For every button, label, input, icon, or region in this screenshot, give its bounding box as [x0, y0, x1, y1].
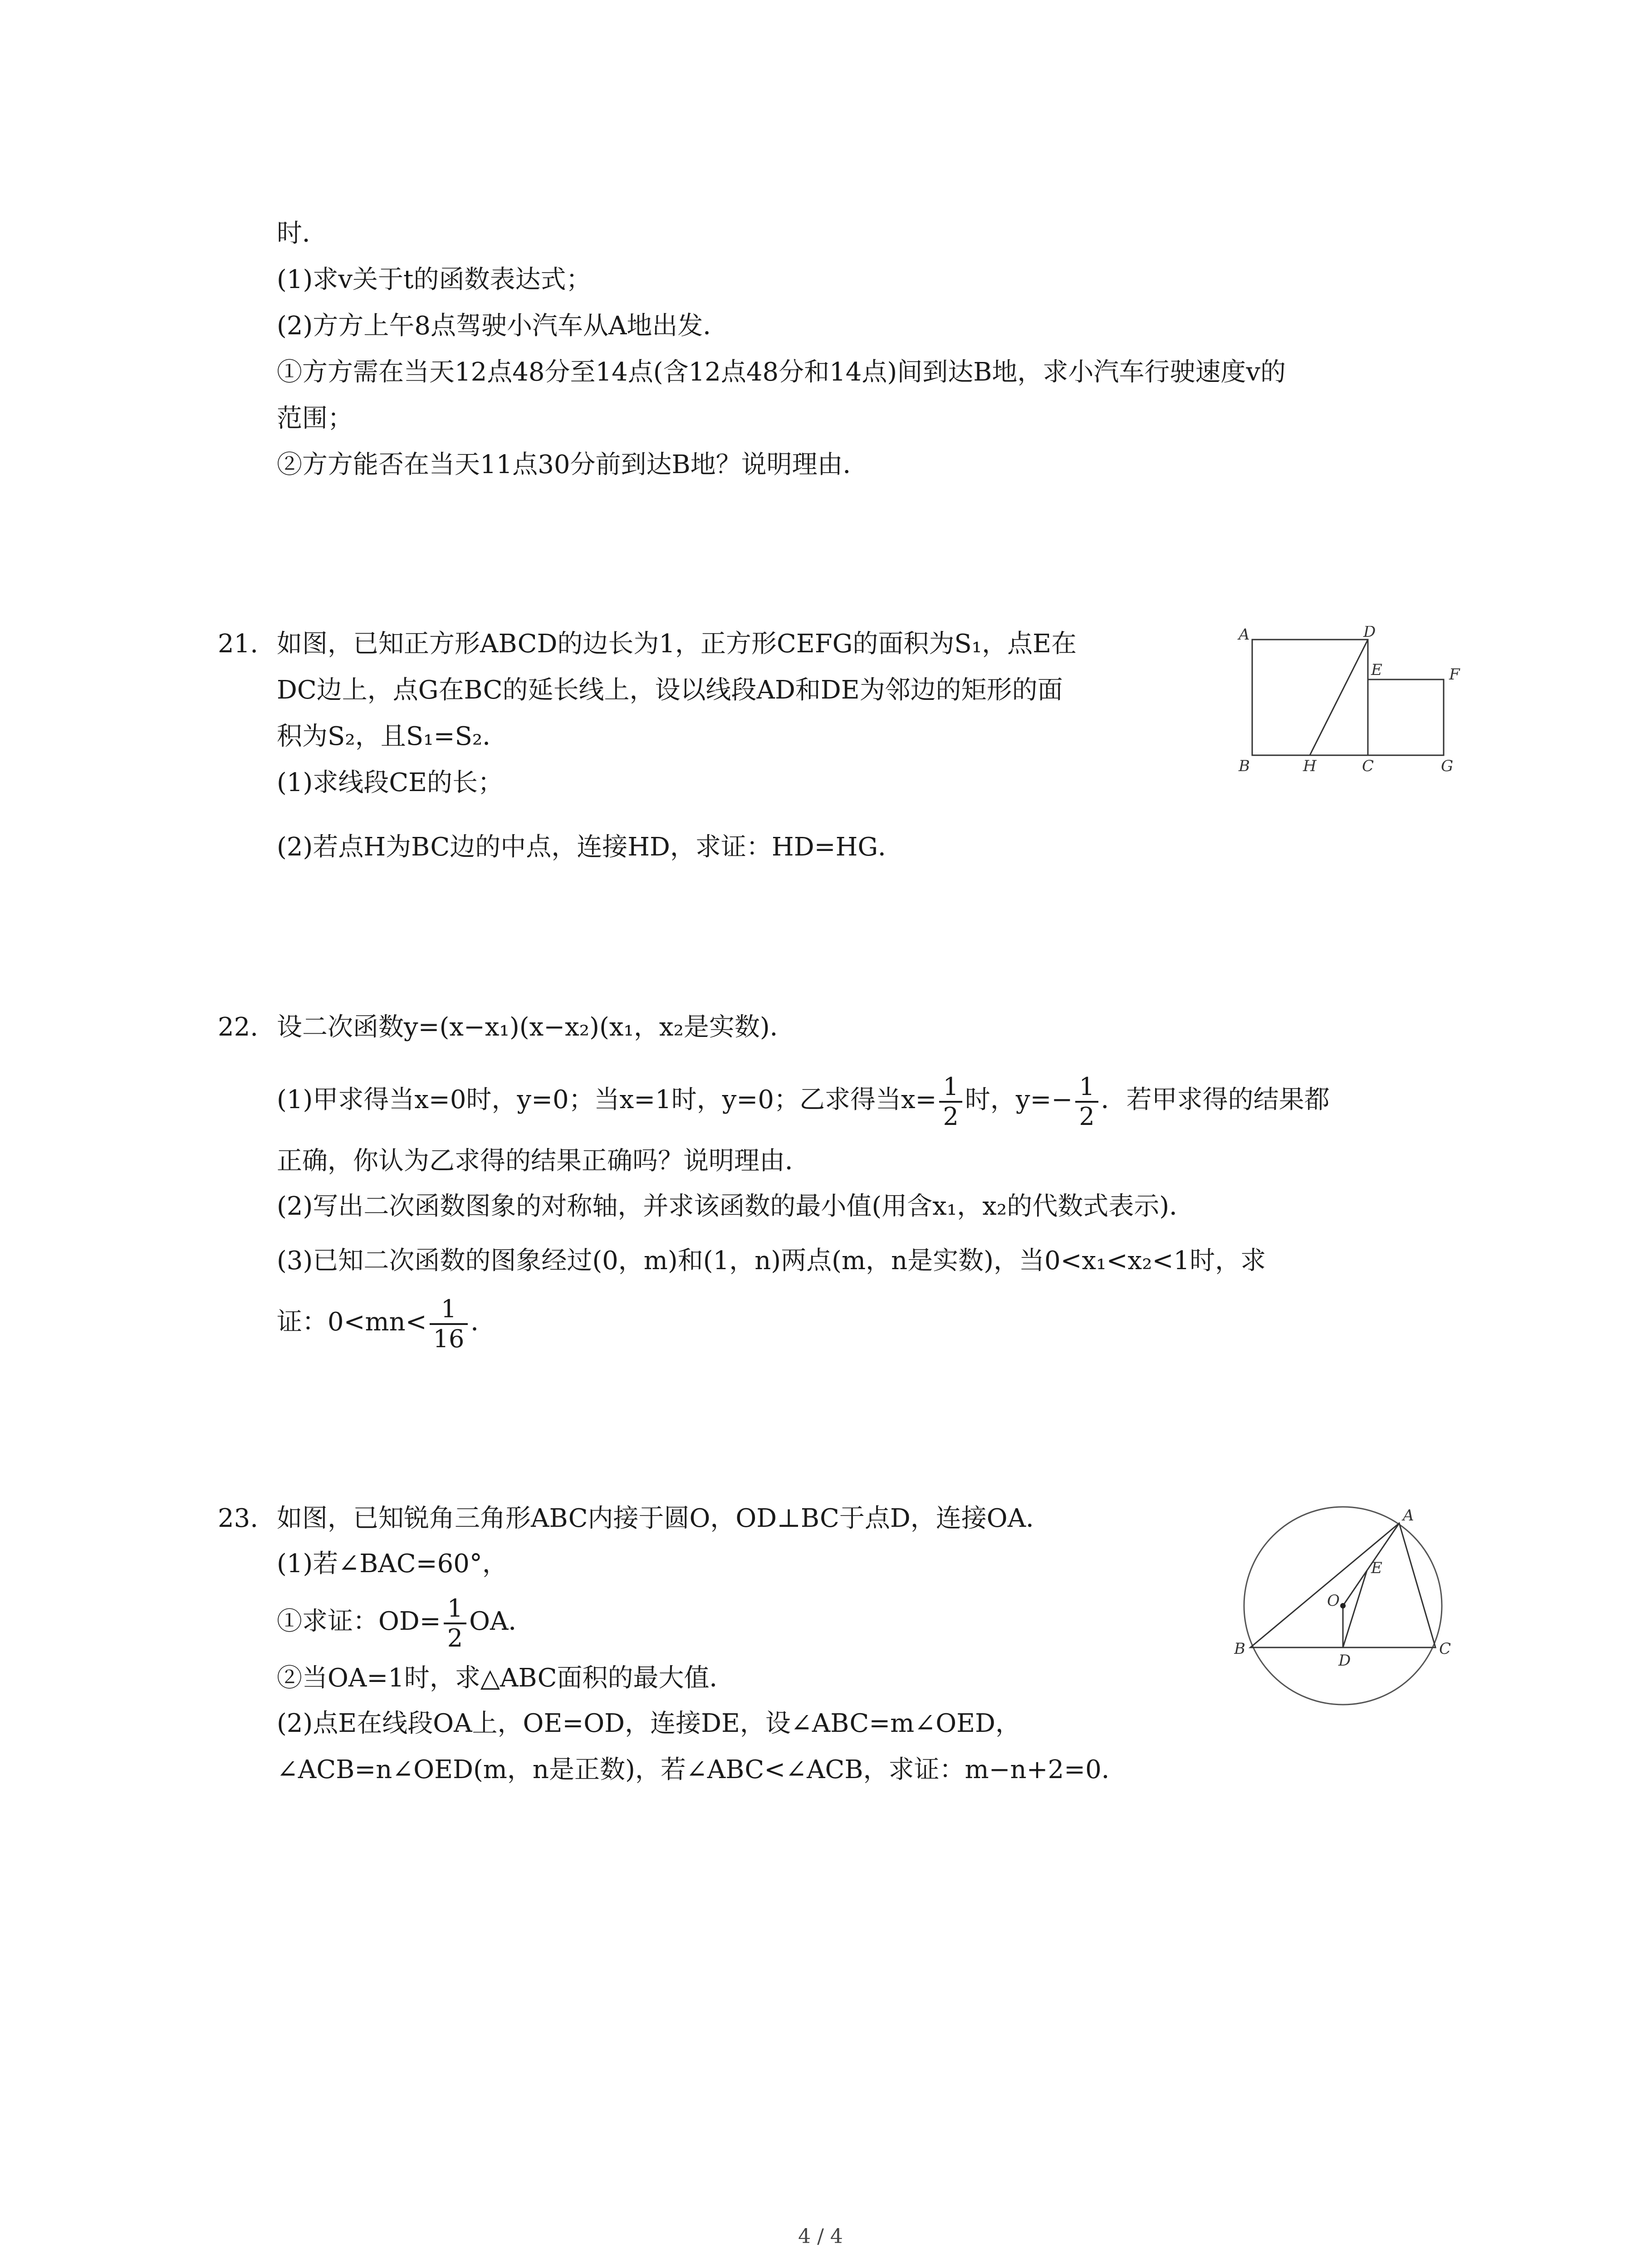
- q23-line-1: 如图，已知锐角三角形ABC内接于圆O，OD⊥BC于点D，连接OA．: [277, 1504, 1052, 1533]
- segment-de: [1343, 1570, 1367, 1647]
- q23-line-3-b: OA．: [469, 1607, 534, 1636]
- label-c: C: [1362, 757, 1374, 775]
- q21-line-4: (1)求线段CE的长；: [277, 768, 504, 797]
- q22-line-2-b: 时，y=−: [965, 1085, 1073, 1114]
- q22-line-4: (2)写出二次函数图象的对称轴，并求该函数的最小值(用含x₁，x₂的代数式表示)．: [277, 1192, 1195, 1221]
- q20-line-1: 时．: [277, 219, 328, 248]
- q22-number: 22.: [218, 1012, 259, 1042]
- label-b: B: [1239, 757, 1250, 775]
- q23-line-3: [277, 1590, 534, 1653]
- label-h: H: [1303, 757, 1317, 775]
- q23-line-3-a: ①求证：OD=: [277, 1607, 441, 1636]
- q20-line-6: ②方方能否在当天11点30分前到达B地？说明理由．: [277, 450, 868, 479]
- fraction-denominator: 2: [943, 1102, 959, 1131]
- q21-line-5: (2)若点H为BC边的中点，连接HD，求证：HD=HG．: [277, 832, 904, 862]
- q22-line-2: [277, 1068, 1330, 1132]
- fraction-one-sixteenth: [430, 1295, 468, 1353]
- q20-line-3: (2)方方上午8点驾驶小汽车从A地出发．: [277, 311, 729, 341]
- label-d: D: [1363, 626, 1376, 641]
- fraction-one-half: [1075, 1073, 1098, 1131]
- label-o: O: [1327, 1592, 1340, 1610]
- label-c: C: [1439, 1640, 1451, 1658]
- fraction-denominator: 2: [1079, 1102, 1095, 1131]
- point-o: [1340, 1603, 1346, 1608]
- q22-line-2-c: ．若甲求得的结果都: [1101, 1085, 1330, 1114]
- q21-line-3: 积为S₂，且S₁=S₂．: [277, 722, 508, 751]
- square-abcd: [1252, 640, 1368, 755]
- label-e: E: [1371, 661, 1382, 679]
- q22-line-6-a: 证：0<mn<: [277, 1307, 427, 1337]
- q21-line-1: 如图，已知正方形ABCD的边长为1，正方形CEFG的面积为S₁，点E在: [277, 629, 1077, 659]
- fraction-denominator: 2: [447, 1623, 463, 1652]
- fraction-numerator: 1: [430, 1295, 468, 1325]
- segment-hd: [1310, 640, 1368, 755]
- q23-line-5: (2)点E在线段OA上，OE=OD，连接DE，设∠ABC=m∠OED，: [277, 1709, 1021, 1738]
- q20-line-4: ①方方需在当天12点48分至14点(含12点48分和14点)间到达B地，求小汽车行驶速度v的: [277, 357, 1286, 387]
- label-f: F: [1449, 665, 1460, 684]
- q22-line-1: 设二次函数y=(x−x₁)(x−x₂)(x₁，x₂是实数)．: [277, 1012, 795, 1042]
- q23-line-6: ∠ACB=n∠OED(m，n是正数)，若∠ABC<∠ACB，求证：m−n+2=0．: [277, 1755, 1127, 1784]
- label-a: A: [1239, 626, 1250, 644]
- square-cefg: [1368, 679, 1444, 755]
- fraction-denominator: 16: [433, 1324, 465, 1353]
- q20-line-2: (1)求v关于t的函数表达式；: [277, 265, 592, 294]
- fraction-one-half: [939, 1073, 962, 1131]
- q21-line-2: DC边上，点G在BC的延长线上，设以线段AD和DE为邻边的矩形的面: [277, 675, 1063, 705]
- label-b: B: [1234, 1640, 1245, 1658]
- fraction-numerator: 1: [939, 1073, 962, 1103]
- q20-line-5: 范围；: [277, 404, 353, 433]
- q22-line-6-b: ．: [470, 1307, 496, 1337]
- q23-figure: [1234, 1497, 1452, 1715]
- q22-line-5: (3)已知二次函数的图象经过(0，m)和(1，n)两点(m，n是实数)，当0<x₁<x₂<1时，求: [277, 1246, 1266, 1276]
- label-g: G: [1441, 757, 1454, 775]
- q21-number: 21.: [218, 629, 259, 659]
- q21-figure: [1225, 626, 1479, 776]
- fraction-numerator: 1: [1075, 1073, 1098, 1103]
- fraction-one-half: [444, 1594, 466, 1652]
- page-number: 4 / 4: [798, 2225, 843, 2248]
- q23-line-4: ②当OA=1时，求△ABC面积的最大值．: [277, 1663, 735, 1693]
- label-d: D: [1338, 1652, 1351, 1670]
- label-a: A: [1403, 1506, 1414, 1525]
- q23-line-2: (1)若∠BAC=60°，: [277, 1549, 508, 1579]
- q22-line-6: [277, 1290, 496, 1354]
- q22-line-2-a: (1)甲求得当x=0时，y=0；当x=1时，y=0；乙求得当x=: [277, 1085, 937, 1114]
- q23-number: 23.: [218, 1504, 259, 1533]
- fraction-numerator: 1: [444, 1594, 466, 1624]
- q22-line-3: 正确，你认为乙求得的结果正确吗？说明理由．: [277, 1146, 810, 1176]
- label-e: E: [1371, 1559, 1382, 1577]
